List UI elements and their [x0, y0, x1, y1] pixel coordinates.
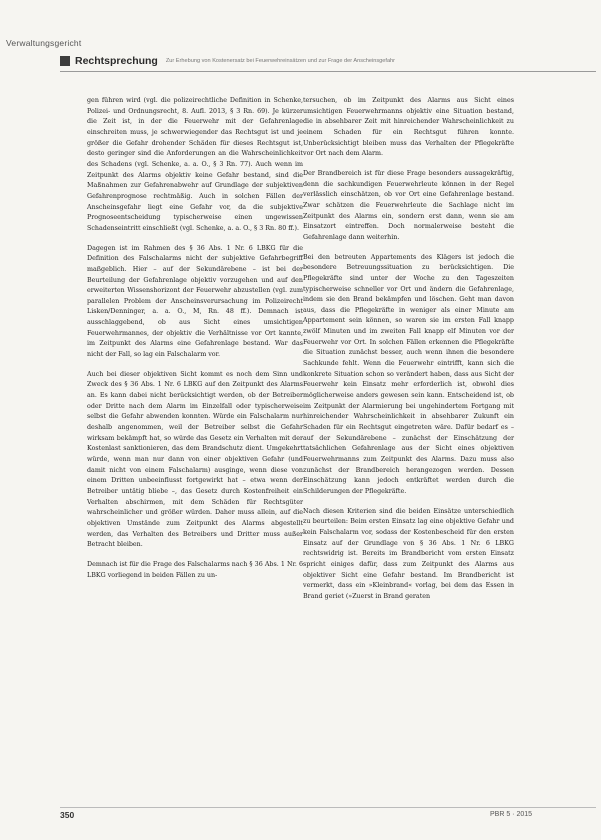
- paragraph: Demnach ist für die Frage des Falschalarms nach § 36 Abs. 1 Nr. 6 LBKG vorliegend in beiden Fällen zu un-: [87, 560, 303, 579]
- paragraph: Nach diesen Kriterien sind die beiden Einsätze unterschiedlich zu beurteilen: Beim ersten Einsatz lag eine objektive Gefahr und kein Falschalarm vor, sodass der Kostenbescheid für den ersten Einsatz auf der Grundlage von § 36 Abs. 1 Nr. 6 LBKG rechtswidrig ist. Bereits im Brandbericht vom ersten Einsatz spricht einiges dafür, dass zum Zeitpunkt des Alarms aus objektiver Sicht eine Gefahr bestand. Im Brandbericht ist vermerkt, dass ein »Kleinbrand« vorlag, bei dem das Essen in Brand geriet (»Zuerst in Brand geraten: [303, 507, 514, 600]
- header-subtitle: Zur Erhebung von Kostenersatz bei Feuerwehreinsätzen und zur Frage der Anscheinsgefahr: [165, 58, 396, 64]
- square-icon: [60, 56, 70, 66]
- page-number: 350: [60, 810, 75, 820]
- left-column: [87, 96, 303, 590]
- paragraph: Dagegen ist im Rahmen des § 36 Abs. 1 Nr. 6 LBKG für die Definition des Falschalarms nicht der subjektive Gefahrbegriff maßgeblich. Hier – auf der Sekundärebene – ist bei der Beurteilung der Gefahrenlage objektiv vorzugehen und auf den erweiterten Wissenshorizont der Feuerwehr abzustellen (vgl. zum parallelen Problem der Anscheinsverursachung im Polizeirecht Lisken/Denninger, a. a. O., M, Rn. 48 ff.). Demnach ist ausschlaggebend, ob aus Sicht eines umsichtigen Feuerwehrmannes, der objektiv die Verhältnisse vor Ort kannte, im Zeitpunkt des Alarms eine Gefahrenlage bestand. War das nicht der Fall, so lag ein Falschalarm vor.: [87, 244, 303, 359]
- paragraph: Auch bei dieser objektiven Sicht kommt es noch dem Sinn und Zweck des § 36 Abs. 1 Nr. 6 LBKG auf den Zeitpunkt des Alarms an. Es kann dabei nicht berücksichtigt werden, ob der Betreiber oder Dritte nach dem Alarm im Einzelfall oder typischerweise selbst die Gefahr abwenden konnten. Würde ein Falschalarm nur deshalb angenommen, weil der Betreiber selbst die Gefahr wirksam bekämpft hat, so würde das Gesetz ein Verhalten mit der Kostenlast sanktionieren, das dem Brandschutz dient. Umgekehrt würde, wenn man nur dann von einer objektiven Gefahr (und damit nicht von einem Falschalarm) ausginge, wenn diese von einem Dritten unbeeinflusst fortgewirkt hat – etwa wenn der Betreiber untätig bliebe –, das Gesetz durch Kostenfreiheit ein Verhalten abschirmen, mit dem Schäden für Rechtsgüter wahrscheinlicher und größer würden. Daher muss allein, auf die objektiven Umstände zum Zeitpunkt des Alarms abgestellt werden, das Verhalten des Betreibers und Dritter muss außer Betracht bleiben.: [87, 370, 303, 549]
- paragraph: Bei den betreuten Appartements des Klägers ist jedoch die besondere Betreuungssituation zu berücksichtigen. Die Pflegekräfte sind unter der Woche zu den Tageszeiten typischerweise schneller vor Ort und ändern die Gefahrenlage, indem sie den Brand bekämpfen und löschen. Geht man davon aus, dass die Pflegekräfte in weniger als einer Minute am Appartement sein können, so waren sie im ersten Fall knapp zwölf Minuten und im zweiten Fall knapp elf Minuten vor der Feuerwehr vor Ort. In solchen Fällen erkennen die Pflegekräfte die Situation zunächst besser, auch wenn ihnen die besondere Sachkunde fehlt. Wenn die Feuerwehr eintrifft, kann sich die konkrete Situation schon so verändert haben, dass aus Sicht der Feuerwehr kein Einsatz mehr erforderlich ist, obwohl dies möglicherweise anders gewesen sein kann. Entscheidend ist, ob im Zeitpunkt der Alarmierung bei ungehindertem Fortgang mit hinreichender Wahrscheinlichkeit in absehbarer Zukunft ein Schaden für ein Rechtsgut eingetreten wäre. Dafür bedarf es – auf der Sekundärebene – zunächst der Einschätzung der tatsächlichen Gefahrenlage aus der Sicht eines objektiven Feuerwehrmanns zum Zeitpunkt des Alarms. Dazu muss also zunächst der Brandbereich herangezogen werden. Dessen Einschätzung kann jedoch entkräftet werden durch die Schilderungen der Pflegekräfte.: [303, 253, 514, 495]
- footer-divider: [60, 807, 596, 808]
- paragraph: Der Brandbereich ist für diese Frage besonders aussagekräftig, denn die sachkundigen Feuerwehrleute können in der Regel verlässlich einschätzen, ob vor Ort eine Gefahrenlage bestand. Zwar schätzen die Feuerwehrleute die Sachlage nicht im Zeitpunkt des Alarms ein, sondern erst dann, wenn sie am Einsatzort eintreffen. Doch normalerweise besteht die Gefahrenlage dann weiterhin.: [303, 169, 514, 241]
- right-column: [303, 96, 514, 612]
- header-divider: [60, 71, 596, 72]
- paragraph: tersuchen, ob im Zeitpunkt des Alarms aus Sicht eines umsichtigen Feuerwehrmanns objektiv eine Situation bestand, die in absehbarer Zeit mit hinreichender Wahrscheinlichkeit zu einem Schaden für ein Rechtsgut führen konnte. Unberücksichtigt bleiben muss das Verhalten der Pflegekräfte vor Ort nach dem Alarm.: [303, 97, 514, 158]
- header-title: Rechtsprechung: [75, 55, 158, 67]
- section-label: Verwaltungsgericht: [6, 38, 82, 48]
- section-header: [60, 54, 596, 68]
- paragraph: gen führen wird (vgl. die polizeirechtliche Definition in Schenke, Polizei- und Ordnungsrecht, 8. Aufl. 2013, § 3 Rn. 69). Je kürzer die Zeit ist, in der die Feuerwehr mit der Gefahrenlage einschreiten muss, je schwerwiegender das Rechtsgut ist und je größer die Gefahr drohender Schäden für dieses Rechtsgut ist, desto geringer sind die Anforderungen an die Wahrscheinlichkeit des Schadens (vgl. Schenke, a. a. O., § 3 Rn. 77). Auch wenn im Zeitpunkt des Alarms objektiv keine Gefahr bestand, sind die Maßnahmen zur Gefahrenabwehr auf Grundlage der subjektiven Gefahrenprognose rechtmäßig. Auch in solchen Fällen der Anscheinsgefahr liegt eine Gefahr vor, da die subjektive Prognoseentscheidung typischerweise einen ungewissen Schadenseintritt einschließt (vgl. Schenke, a. a. O., § 3 Rn. 80 ff.).: [87, 97, 303, 232]
- issue-label: PBR 5 · 2015: [490, 811, 533, 818]
